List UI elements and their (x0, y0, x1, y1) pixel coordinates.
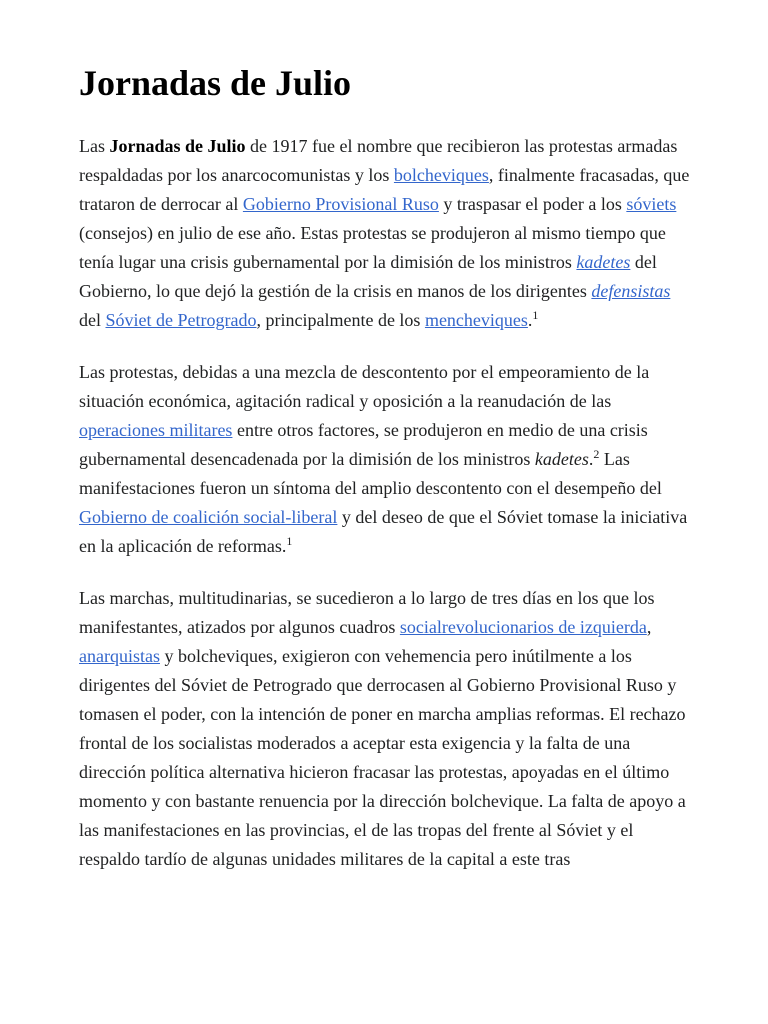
paragraph-marches (79, 584, 691, 874)
text: . (527, 310, 533, 330)
text: y bolcheviques, exigieron con vehemencia pero inútilmente a los dirigentes del Sóviet de Petrogrado que derrocasen al Gobierno Provisional Ruso y tomasen el poder, con la intención de poner en marcha amplias reformas. El rechazo frontal de los socialistas moderados a aceptar esta exigencia y la falta de una dirección política alternativa hicieron fracasar las protestas, apoyadas en el último momento y con bastante renuencia por la dirección bolchevique. La falta de apoyo a las manifestaciones en las provincias, el de las tropas del frente al Sóviet y el respaldo tardío de algunas unidades militares de la capital a este tras (79, 646, 686, 869)
reference-1[interactable]: 1 (286, 534, 293, 548)
text: , finalmente fracasadas, que trataron de derrocar al (79, 165, 690, 214)
paragraph-causes (79, 358, 691, 561)
article (79, 60, 691, 897)
text: Las marchas, multitudinarias, se sucedieron a lo largo de tres días en los que los manifestantes, atizados por algunos cuadros (79, 588, 655, 637)
link-anarquistas[interactable]: anarquistas (79, 646, 160, 666)
italic-kadetes: kadetes (534, 449, 589, 469)
paragraph-intro (79, 132, 691, 335)
text: Las (79, 136, 110, 156)
text: , (646, 617, 652, 637)
link-soviet-de-petrogrado[interactable]: Sóviet de Petrogrado (105, 310, 257, 330)
text: entre otros factores, se produjeron en medio de una crisis gubernamental desencadenada por la dimisión de los ministros (79, 420, 648, 469)
text: , principalmente de los (256, 310, 425, 330)
link-bolcheviques[interactable]: bolcheviques (393, 165, 489, 185)
page-title: Jornadas de Julio (79, 63, 352, 103)
link-operaciones-militares[interactable]: operaciones militares (79, 420, 233, 440)
reference-2[interactable]: 2 (593, 447, 600, 461)
text: del (79, 310, 106, 330)
text: y traspasar el poder a los (438, 194, 627, 214)
text: y del deseo de que el Sóviet tomase la iniciativa en la aplicación de reformas. (79, 507, 688, 556)
link-kadetes[interactable]: kadetes (576, 252, 631, 272)
text: (consejos) en julio de ese año. Estas protestas se produjeron al mismo tiempo que tenía lugar una crisis gubernamental por la dimisión de los ministros (79, 223, 666, 272)
bold-term: Jornadas de Julio (109, 136, 246, 156)
text: . (588, 449, 594, 469)
link-soviets[interactable]: sóviets (626, 194, 677, 214)
reference-1[interactable]: 1 (532, 308, 539, 322)
text: de 1917 fue el nombre que recibieron las protestas armadas respaldadas por los anarcocomunistas y los (79, 136, 678, 185)
text: Las protestas, debidas a una mezcla de descontento por el empeoramiento de la situación económica, agitación radical y oposición a la reanudación de las (79, 362, 650, 411)
link-socialrevolucionarios-de-izquierda[interactable]: socialrevolucionarios de izquierda (399, 617, 647, 637)
link-mencheviques[interactable]: mencheviques (424, 310, 528, 330)
link-defensistas[interactable]: defensistas (591, 281, 671, 301)
text: del Gobierno, lo que dejó la gestión de la crisis en manos de los dirigentes (79, 252, 657, 301)
text: Las manifestaciones fueron un síntoma del amplio descontento con el desempeño del (79, 449, 662, 498)
link-gobierno-provisional-ruso[interactable]: Gobierno Provisional Ruso (242, 194, 439, 214)
link-gobierno-de-coalicion[interactable]: Gobierno de coalición social-liberal (79, 507, 338, 527)
